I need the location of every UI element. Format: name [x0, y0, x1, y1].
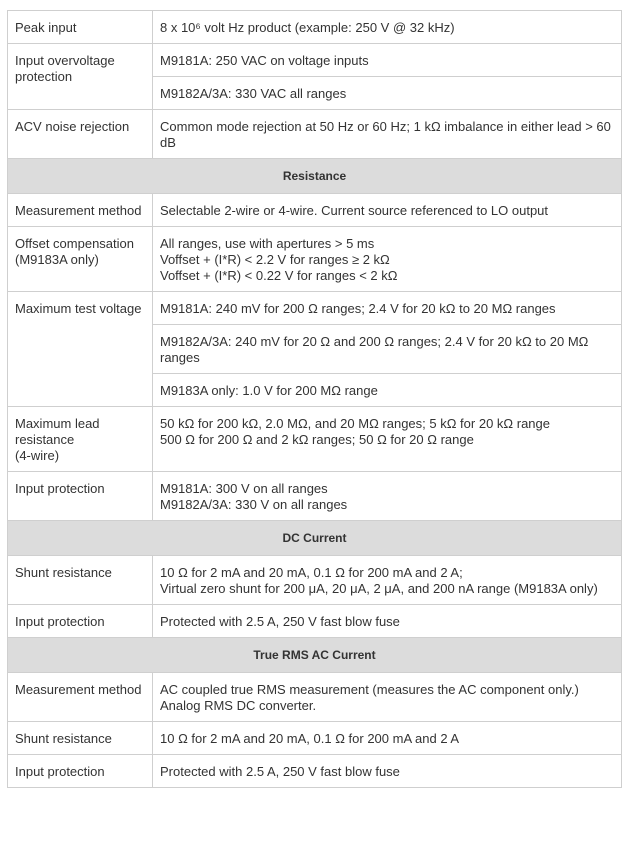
spec-value — [153, 472, 622, 521]
spec-value — [153, 227, 622, 292]
spec-value-line: Common mode rejection at 50 Hz or 60 Hz; 1 kΩ imbalance in either lead > 60 dB — [160, 119, 611, 150]
spec-value — [153, 194, 622, 227]
spec-value-line: All ranges, use with apertures > 5 ms — [160, 236, 375, 251]
spec-value-line: 10 Ω for 2 mA and 20 mA, 0.1 Ω for 200 mA and 2 A — [160, 731, 460, 746]
spec-row — [8, 11, 622, 44]
spec-value — [153, 673, 622, 722]
spec-row — [8, 605, 622, 638]
section-title: Resistance — [8, 159, 622, 194]
spec-value — [153, 556, 622, 605]
spec-value — [153, 292, 622, 325]
spec-label: Shunt resistance — [8, 722, 153, 755]
spec-value — [153, 44, 622, 77]
spec-label: Offset compensation (M9183A only) — [8, 227, 153, 292]
spec-label: Maximum lead resistance (4-wire) — [8, 407, 153, 472]
spec-row — [8, 227, 622, 292]
spec-row — [8, 755, 622, 788]
spec-row — [8, 472, 622, 521]
spec-row — [8, 673, 622, 722]
spec-value-line: 500 Ω for 200 Ω and 2 kΩ ranges; 50 Ω for 20 Ω range — [160, 432, 474, 447]
spec-label: Input protection — [8, 472, 153, 521]
section-title: DC Current — [8, 521, 622, 556]
spec-value-line: 8 x 10⁶ volt Hz product (example: 250 V @ 32 kHz) — [160, 20, 455, 35]
spec-label: Input protection — [8, 755, 153, 788]
spec-value-line: M9183A only: 1.0 V for 200 MΩ range — [160, 383, 378, 398]
spec-value — [153, 605, 622, 638]
spec-label: Maximum test voltage — [8, 292, 153, 407]
spec-label: Shunt resistance — [8, 556, 153, 605]
spec-value-line: M9181A: 240 mV for 200 Ω ranges; 2.4 V for 20 kΩ to 20 MΩ ranges — [160, 301, 556, 316]
spec-value-line: 10 Ω for 2 mA and 20 mA, 0.1 Ω for 200 mA and 2 A; — [160, 565, 463, 580]
spec-value-line: Selectable 2-wire or 4-wire. Current source referenced to LO output — [160, 203, 549, 218]
spec-value — [153, 77, 622, 110]
spec-table-body — [8, 11, 622, 788]
spec-value-line: M9182A/3A: 240 mV for 20 Ω and 200 Ω ranges; 2.4 V for 20 kΩ to 20 MΩ ranges — [160, 334, 589, 365]
spec-value — [153, 407, 622, 472]
spec-value — [153, 110, 622, 159]
section-title: True RMS AC Current — [8, 638, 622, 673]
spec-value-line: Protected with 2.5 A, 250 V fast blow fuse — [160, 764, 400, 779]
spec-value-line: M9182A/3A: 330 V on all ranges — [160, 497, 348, 512]
spec-value — [153, 755, 622, 788]
spec-value-line: M9181A: 300 V on all ranges — [160, 481, 328, 496]
spec-value-line: AC coupled true RMS measurement (measures the AC component only.) — [160, 682, 579, 697]
spec-value-line: Virtual zero shunt for 200 μA, 20 μA, 2 μA, and 200 nA range (M9183A only) — [160, 581, 598, 596]
spec-value — [153, 11, 622, 44]
spec-row — [8, 722, 622, 755]
spec-value-line: Voffset + (I*R) < 2.2 V for ranges ≥ 2 kΩ — [160, 252, 390, 267]
spec-label: Input overvoltage protection — [8, 44, 153, 110]
spec-label: Input protection — [8, 605, 153, 638]
spec-row — [8, 292, 622, 325]
spec-row — [8, 44, 622, 77]
spec-value — [153, 722, 622, 755]
spec-label: ACV noise rejection — [8, 110, 153, 159]
spec-label: Measurement method — [8, 673, 153, 722]
spec-value — [153, 374, 622, 407]
spec-value-line: Analog RMS DC converter. — [160, 698, 317, 713]
spec-row — [8, 556, 622, 605]
spec-row — [8, 194, 622, 227]
section-header-row — [8, 159, 622, 194]
section-header-row — [8, 521, 622, 556]
spec-table — [7, 10, 622, 788]
spec-value-line: 50 kΩ for 200 kΩ, 2.0 MΩ, and 20 MΩ ranges; 5 kΩ for 20 kΩ range — [160, 416, 550, 431]
spec-label: Measurement method — [8, 194, 153, 227]
spec-label: Peak input — [8, 11, 153, 44]
spec-value — [153, 325, 622, 374]
spec-row — [8, 407, 622, 472]
spec-row — [8, 110, 622, 159]
spec-value-line: Protected with 2.5 A, 250 V fast blow fuse — [160, 614, 400, 629]
spec-value-line: M9181A: 250 VAC on voltage inputs — [160, 53, 369, 68]
section-header-row — [8, 638, 622, 673]
spec-value-line: Voffset + (I*R) < 0.22 V for ranges < 2 kΩ — [160, 268, 398, 283]
spec-value-line: M9182A/3A: 330 VAC all ranges — [160, 86, 347, 101]
